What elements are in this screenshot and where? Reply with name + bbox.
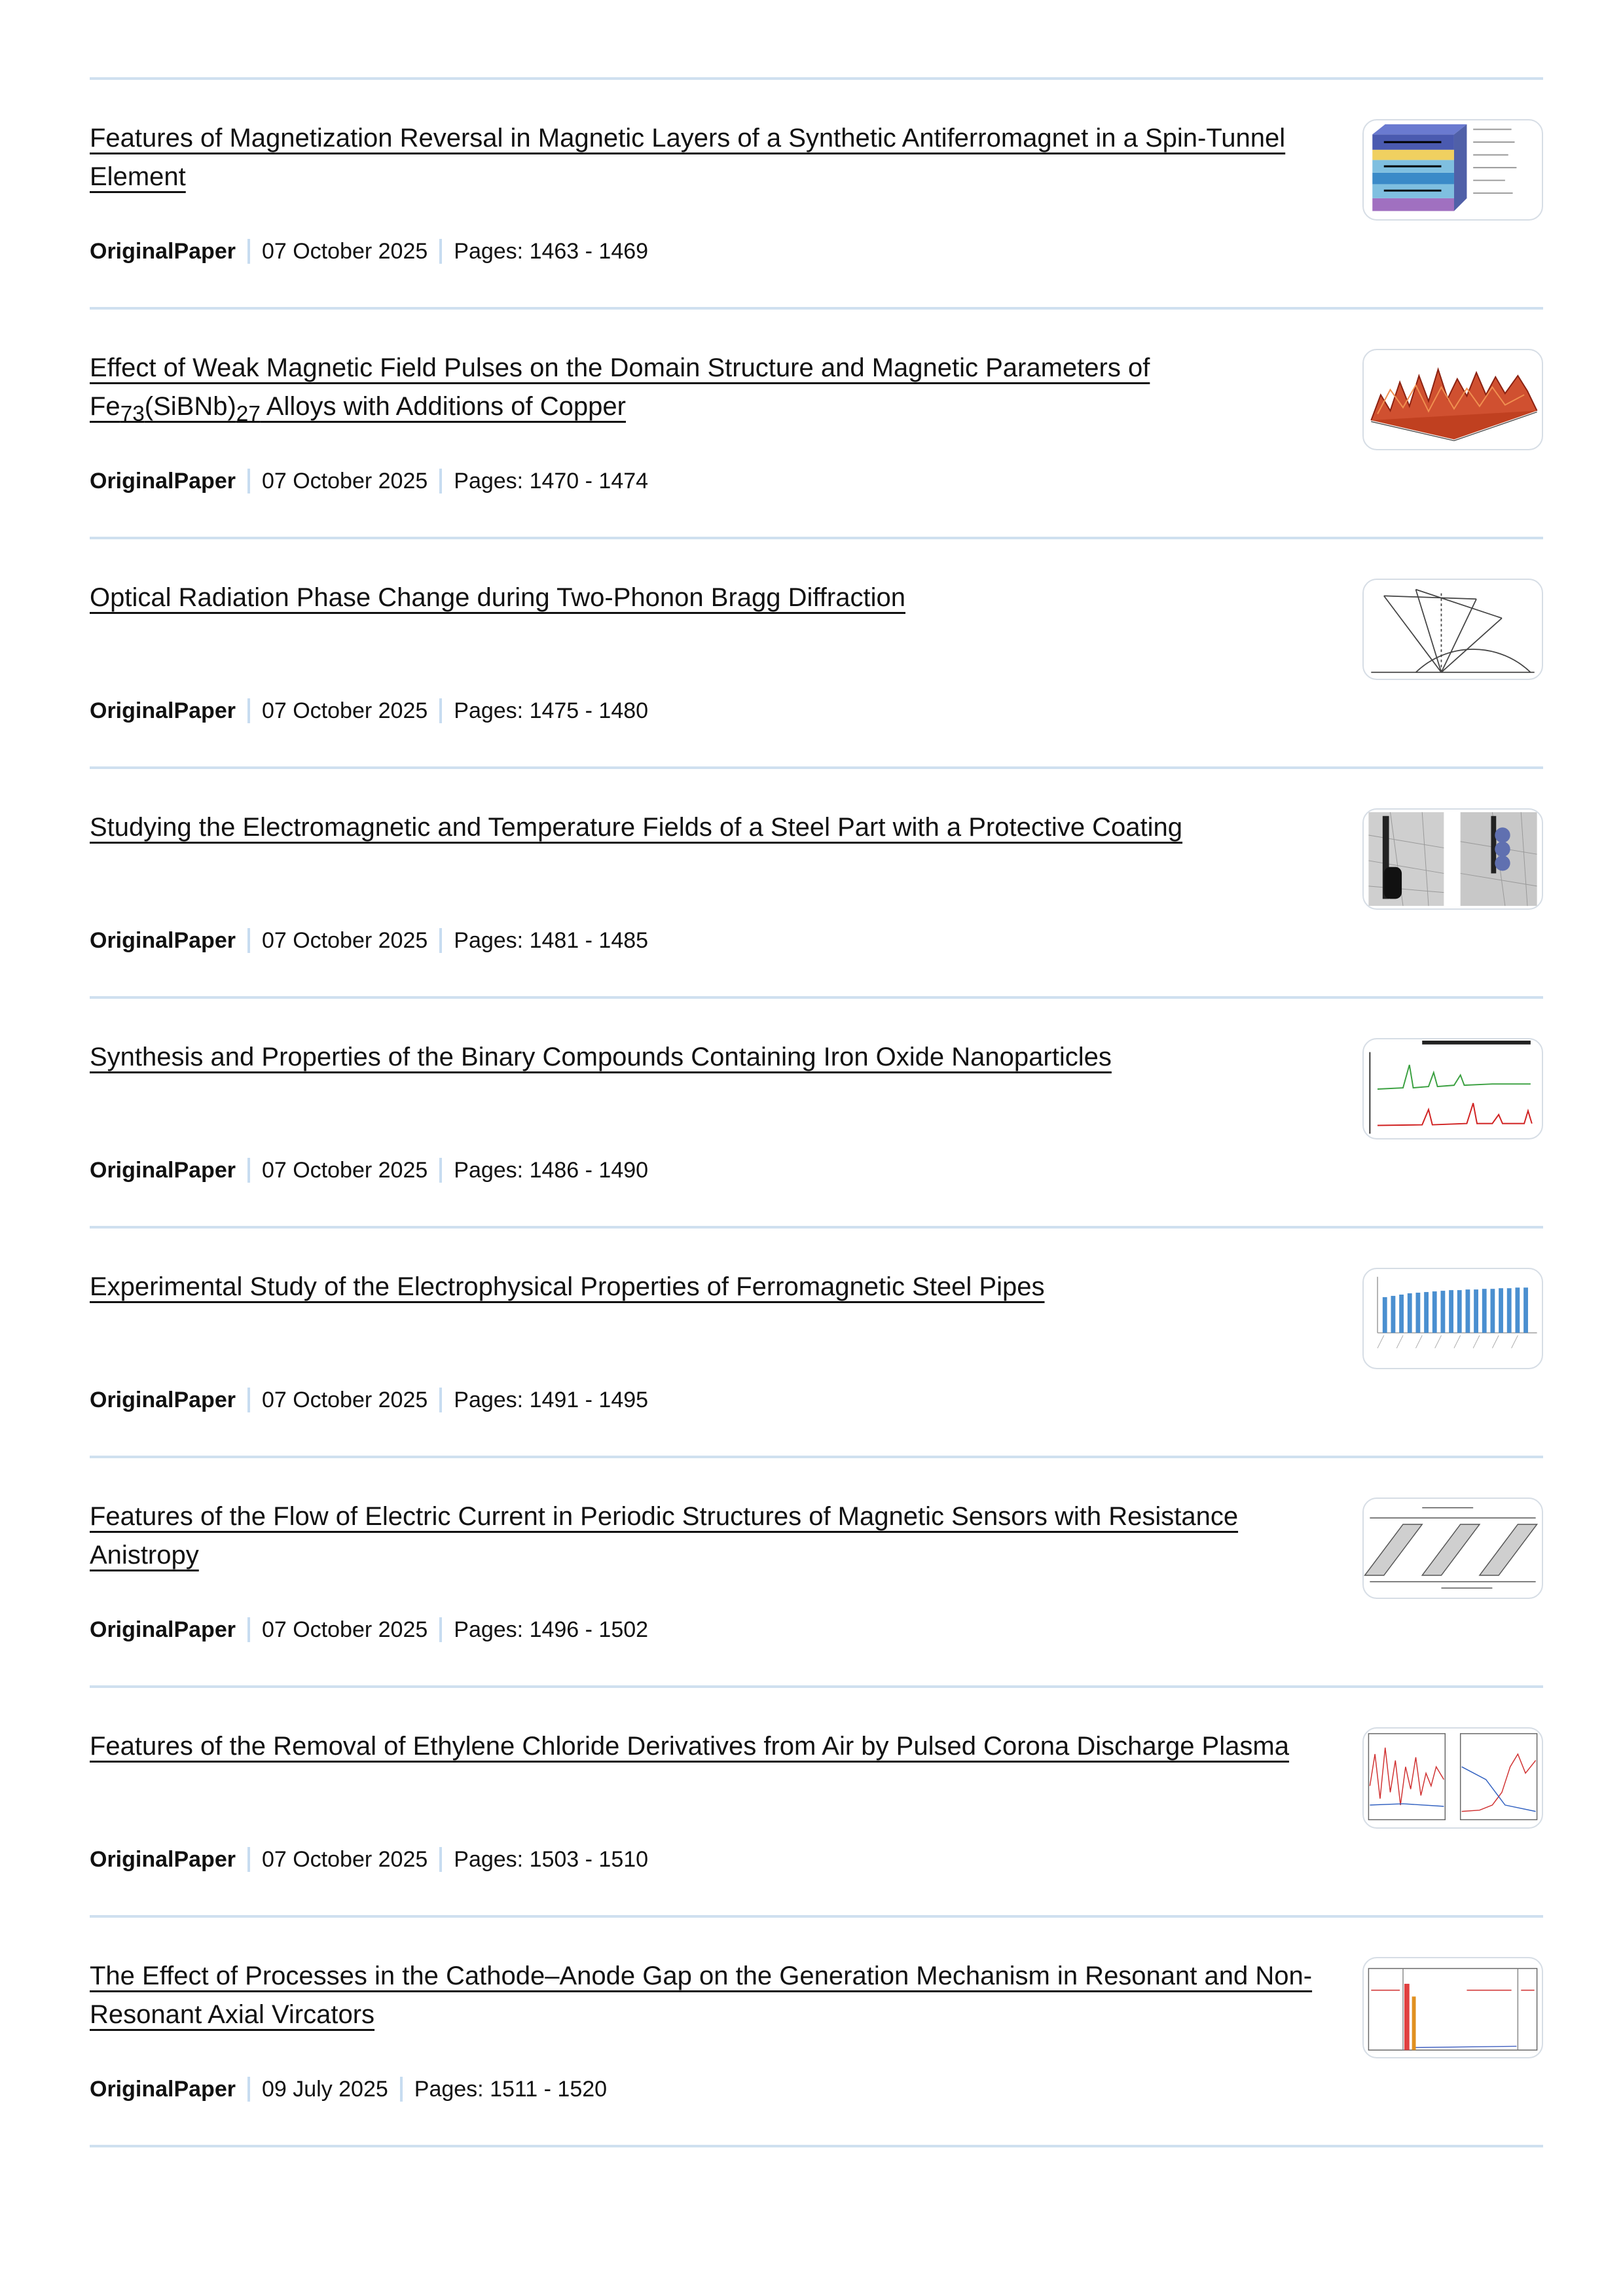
article-type: OriginalPaper (90, 1847, 236, 1872)
article-pages: Pages: 1511 - 1520 (414, 2077, 608, 2102)
article-date: 09 July 2025 (261, 2077, 388, 2102)
article-meta (90, 1615, 648, 1644)
article-title (90, 1727, 1321, 1766)
article-date: 07 October 2025 (261, 928, 428, 953)
article-meta (90, 467, 648, 495)
article-meta (90, 1386, 648, 1414)
article-type: OriginalPaper (90, 1388, 236, 1412)
bar-chart-figure-icon[interactable] (1362, 1268, 1543, 1369)
article-pages: Pages: 1463 - 1469 (454, 239, 649, 264)
article-item (90, 310, 1543, 539)
article-type: OriginalPaper (90, 239, 236, 264)
meta-divider (439, 1617, 442, 1642)
meta-divider (439, 698, 442, 723)
article-type: OriginalPaper (90, 1158, 236, 1183)
meta-divider (247, 928, 250, 953)
meta-divider (247, 469, 250, 493)
article-type: OriginalPaper (90, 2077, 236, 2102)
periodic-stripes-figure-icon[interactable] (1362, 1498, 1543, 1599)
meta-divider (247, 239, 250, 264)
meta-divider (439, 1158, 442, 1183)
meta-divider (439, 469, 442, 493)
article-pages: Pages: 1496 - 1502 (454, 1617, 649, 1642)
article-item (90, 999, 1543, 1229)
article-title-link[interactable]: Optical Radiation Phase Change during Two-Phonon Bragg Diffraction (90, 583, 905, 612)
article-list (90, 77, 1543, 2147)
article-item (90, 80, 1543, 310)
article-title-link[interactable]: Features of the Removal of Ethylene Chloride Derivatives from Air by Pulsed Corona Discharge Plasma (90, 1732, 1289, 1761)
article-item (90, 1918, 1543, 2147)
meta-divider (247, 1158, 250, 1183)
article-item (90, 1458, 1543, 1688)
article-item (90, 769, 1543, 999)
article-item (90, 1688, 1543, 1918)
article-pages: Pages: 1481 - 1485 (454, 928, 649, 953)
article-date: 07 October 2025 (261, 1847, 428, 1872)
article-date: 07 October 2025 (261, 239, 428, 264)
article-date: 07 October 2025 (261, 1388, 428, 1412)
meta-divider (400, 2077, 403, 2102)
article-title-link[interactable]: Features of Magnetization Reversal in Magnetic Layers of a Synthetic Antiferromagnet in a Spin-Tunnel Element (90, 124, 1286, 191)
article-title (90, 808, 1321, 847)
article-type: OriginalPaper (90, 928, 236, 953)
article-title (90, 349, 1321, 433)
article-meta (90, 1845, 648, 1874)
article-type: OriginalPaper (90, 469, 236, 493)
vector-diagram-figure-icon[interactable] (1362, 579, 1543, 680)
meta-divider (247, 2077, 250, 2102)
article-meta (90, 237, 648, 266)
article-title-link[interactable]: Experimental Study of the Electrophysical Properties of Ferromagnetic Steel Pipes (90, 1272, 1045, 1301)
article-title (90, 579, 1321, 617)
article-pages: Pages: 1475 - 1480 (454, 698, 649, 723)
meta-divider (439, 1847, 442, 1872)
article-date: 07 October 2025 (261, 1617, 428, 1642)
meta-divider (439, 928, 442, 953)
article-title-link[interactable]: Studying the Electromagnetic and Temperature Fields of a Steel Part with a Protective Coating (90, 813, 1183, 842)
article-title (90, 1957, 1321, 2034)
mesh-simulation-figure-icon[interactable] (1362, 808, 1543, 910)
article-date: 07 October 2025 (261, 698, 428, 723)
article-meta (90, 1156, 648, 1185)
article-date: 07 October 2025 (261, 469, 428, 493)
surface-topography-figure-icon[interactable] (1362, 349, 1543, 450)
meta-divider (247, 1388, 250, 1412)
article-meta (90, 926, 648, 955)
diffraction-pattern-figure-icon[interactable] (1362, 1038, 1543, 1139)
article-title-link[interactable]: Synthesis and Properties of the Binary Compounds Containing Iron Oxide Nanoparticles (90, 1043, 1112, 1071)
article-type: OriginalPaper (90, 1617, 236, 1642)
article-title (90, 1038, 1321, 1077)
article-pages: Pages: 1503 - 1510 (454, 1847, 649, 1872)
article-title-link[interactable]: Features of the Flow of Electric Current in Periodic Structures of Magnetic Sensors with Resistance Anistropy (90, 1502, 1239, 1570)
article-title-link[interactable]: Effect of Weak Magnetic Field Pulses on the Domain Structure and Magnetic Parameters of $Fe_{73}(SiBNb)_{27}$ Alloys with Additions of Copper (90, 353, 1150, 426)
article-title (90, 1268, 1321, 1306)
meta-divider (247, 698, 250, 723)
article-title (90, 119, 1321, 196)
article-meta (90, 696, 648, 725)
article-date: 07 October 2025 (261, 1158, 428, 1183)
article-title-link[interactable]: The Effect of Processes in the Cathode–Anode Gap on the Generation Mechanism in Resonant and Non-Resonant Axial Vircators (90, 1962, 1313, 2029)
meta-divider (439, 239, 442, 264)
meta-divider (439, 1388, 442, 1412)
article-meta (90, 2075, 607, 2104)
article-item (90, 539, 1543, 769)
signal-plots-figure-icon[interactable] (1362, 1727, 1543, 1829)
phase-space-figure-icon[interactable] (1362, 1957, 1543, 2058)
article-type: OriginalPaper (90, 698, 236, 723)
article-item (90, 1229, 1543, 1458)
article-pages: Pages: 1470 - 1474 (454, 469, 649, 493)
article-pages: Pages: 1491 - 1495 (454, 1388, 649, 1412)
article-pages: Pages: 1486 - 1490 (454, 1158, 649, 1183)
article-title (90, 1498, 1321, 1575)
layered-stack-figure-icon[interactable] (1362, 119, 1543, 221)
meta-divider (247, 1617, 250, 1642)
meta-divider (247, 1847, 250, 1872)
